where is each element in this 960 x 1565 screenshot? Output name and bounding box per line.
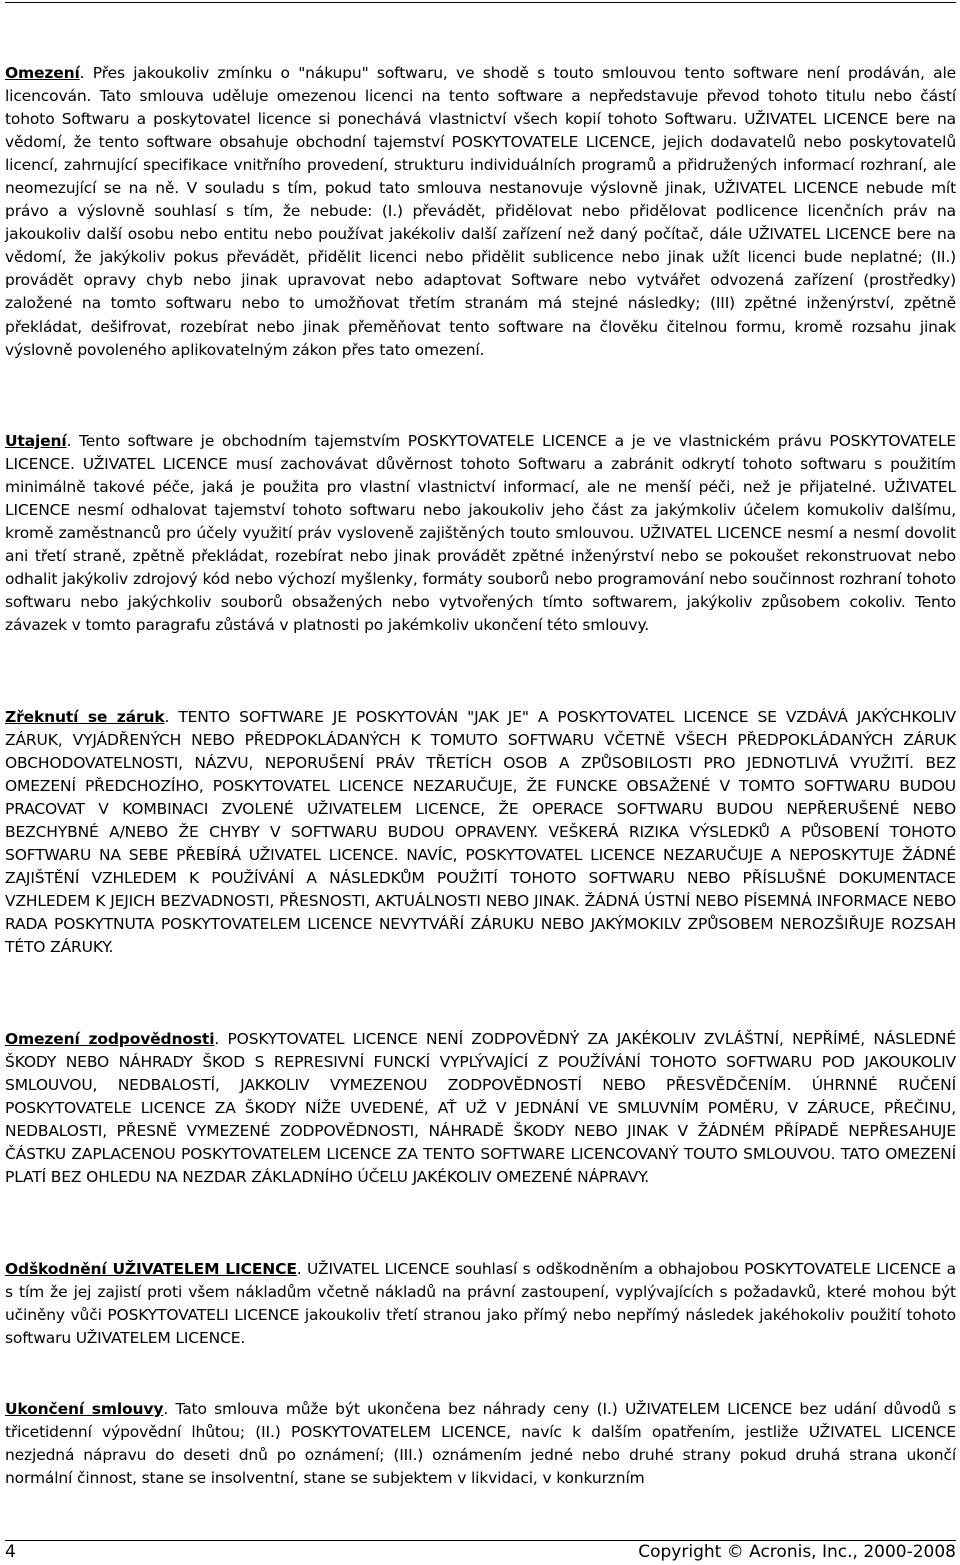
copyright-notice: Copyright © Acronis, Inc., 2000-2008	[638, 1542, 956, 1562]
section-paragraph	[5, 430, 956, 637]
section-heading: Utajení	[5, 432, 67, 450]
section-text: . Tato smlouva může být ukončena bez náhrady ceny (I.) UŽIVATELEM LICENCE bez udání důvodů s třicetidenní výpovědní lhůtou; (II.) POSKYTOVATELEM LICENCE, navíc k dalším opatřením, jestliže UŽIVATEL LICENCE nezjedná nápravu do deseti dnů po oznámení; (III.) oznámením jedné nebo druhé strany pokud druhá strana ukončí normální činnost, stane se insolventní, stane se subjektem v likvidaci, v konkurzním	[5, 1400, 956, 1488]
section-heading: Odškodnění UŽIVATELEM LICENCE	[5, 1260, 297, 1278]
section-paragraph	[5, 1398, 956, 1490]
page-number: 4	[5, 1542, 16, 1562]
top-rule	[5, 2, 956, 3]
section-heading: Omezení	[5, 64, 80, 82]
section-heading: Omezení zodpovědnosti	[5, 1030, 215, 1048]
section-ukonceni-smlouvy	[5, 1398, 956, 1490]
section-text: . UŽIVATEL LICENCE souhlasí s odškodněním a obhajobou POSKYTOVATELE LICENCE a s tím že jej zajistí proti všem nákladům včetně nákladů na právní zastoupení, vyplývajících s požadavků, které mohou být učiněny vůči POSKYTOVATELI LICENCE jakoukoliv třetí stranou jako přímý nebo nepřímý následek jakéhokoliv použití tohoto softwaru UŽIVATELEM LICENCE.	[5, 1260, 956, 1348]
section-omezeni	[5, 62, 956, 362]
section-text: . Přes jakoukoliv zmínku o "nákupu" softwaru, ve shodě s touto smlouvou tento software není prodáván, ale licencován. Tato smlouva uděluje omezenou licenci na tento software a nepředstavuje převod tohoto titulu nebo částí tohoto Softwaru a poskytovatel licence si ponechává vlastnictví všech kopií tohoto Softwaru. UŽIVATEL LICENCE bere na vědomí, že tento software obsahuje obchodní tajemství POSKYTOVATELE LICENCE, jejich dodavatelů nebo poskytovatelů licencí, zahrnující specifikace vnitřního provedení, strukturu individuálních programů a přidružených informací rozhraní, ale neomezující se na ně. V souladu s tím, pokud tato smlouva nestanovuje výslovně jinak, UŽIVATEL LICENCE nebude mít právo a výslovně souhlasí s tím, že nebude: (I.) převádět, přidělovat nebo přidělovat podlicence licenčních práv na jakoukoliv další osobu nebo entitu nebo používat jakékoliv další zařízení než daný počítač, dále UŽIVATEL LICENCE bere na vědomí, že jakýkoliv pokus převádět, přidělit licenci nebo přidělit sublicence nebo jinak užít licenci bude neplatné; (II.) provádět opravy chyb nebo jinak upravovat nebo adaptovat Software nebo vytvářet odvozená zařízení (prostředky) založené na tomto softwaru nebo to umožňovat třetím stranám má stejné následky; (III) zpětné inženýrství, zpětně překládat, dešifrovat, rozebírat nebo jinak přeměňovat tento software na člověku čitelnou formu, kromě rozsahu jinak výslovně povoleného aplikovatelným zákon přes tato omezení.	[5, 64, 956, 359]
section-odskodneni	[5, 1258, 956, 1350]
section-utajeni	[5, 430, 956, 637]
section-text: . POSKYTOVATEL LICENCE NENÍ ZODPOVĚDNÝ ZA JAKÉKOLIV ZVLÁŠTNÍ, NEPŘÍMÉ, NÁSLEDNÉ ŠKODY NEBO NÁHRADY ŠKOD S REPRESIVNÍ FUNCKÍ VYPLÝVAJÍCÍ Z POUŽÍVÁNÍ TOHOTO SOFTWARU POD JAKOUKOLIV SMLOUVOU, NEDBALOSTÍ, JAKKOLIV VYMEZENOU ZODPOVĚDNOSTÍ NEBO PŘESVĚDČENÍM. ÚHRNNÉ RUČENÍ POSKYTOVATELE LICENCE ZA ŠKODY NÍŽE UVEDENÉ, AŤ UŽ V JEDNÁNÍ VE SMLUVNÍM POMĚRU, V ZÁRUCE, PŘEČINU, NEDBALOSTI, PŘESNĚ VYMEZENÉ ZODPOVĚDNOSTI, NÁHRADĚ ŠKODY NEBO JINAK V ŽÁDNÉM PŘÍPADĚ NEPŘESAHUJE ČÁSTKU ZAPLACENOU POSKYTOVATELEM LICENCE ZA TENTO SOFTWARE LICENCOVANÝ TOUTO SMLOUVOU. TATO OMEZENÍ PLATÍ BEZ OHLEDU NA NEZDAR ZÁKLADNÍHO ÚČELU JAKÉKOLIV OMEZENÉ NÁPRAVY.	[5, 1030, 956, 1187]
section-zreknuti-se-zaruk	[5, 706, 956, 960]
section-heading: Ukončení smlouvy	[5, 1400, 164, 1418]
section-paragraph	[5, 62, 956, 362]
section-paragraph	[5, 1028, 956, 1189]
page-footer	[5, 1541, 956, 1563]
section-paragraph	[5, 706, 956, 960]
section-text: . Tento software je obchodním tajemstvím POSKYTOVATELE LICENCE a je ve vlastnickém právu POSKYTOVATELE LICENCE. UŽIVATEL LICENCE musí zachovávat důvěrnost tohoto Softwaru a zabránit odkrytí tohoto softwaru s použitím minimálně takové péče, jaká je použita pro vlastní vlastnictví informací, ale ne menší péči, než je přijatelné. UŽIVATEL LICENCE nesmí odhalovat tajemství tohoto softwaru nebo jakoukoliv jeho část za jakýmkoliv účelem komukoliv dalšímu, kromě zaměstnanců pro účely využití práv vysloveně zajištěných touto smlouvou. UŽIVATEL LICENCE nesmí a nesmí dovolit ani třetí straně, zpětně překládat, rozebírat nebo jinak provádět zpětné inženýrství nebo se pokoušet rekonstruovat nebo odhalit jakýkoliv zdrojový kód nebo výchozí myšlenky, formáty souborů nebo programování nebo součinnost rozhraní tohoto softwaru nebo jakýchkoliv souborů obsažených nebo vytvořených tímto softwarem, jakýkoliv způsobem cokoliv. Tento závazek v tomto paragrafu zůstává v platnosti po jakémkoliv ukončení této smlouvy.	[5, 432, 956, 635]
section-text: . TENTO SOFTWARE JE POSKYTOVÁN "JAK JE" A POSKYTOVATEL LICENCE SE VZDÁVÁ JAKÝCHKOLIV ZÁRUK, VYJÁDŘENÝCH NEBO PŘEDPOKLÁDANÝCH K TOMUTO SOFTWARU VČETNĚ VŠECH PŘEDPOKLÁDANÝCH ZÁRUK OBCHODOVATELNOSTI, NÁZVU, NEPORUŠENÍ PRÁV TŘETÍCH OSOB A ZPŮSOBILOSTI PRO JEDNOTLIVÁ VYUŽITÍ. BEZ OMEZENÍ PŘEDCHOZÍHO, POSKYTOVATEL LICENCE NEZARUČUJE, ŽE FUNCKE OBSAŽENÉ V TOMTO SOFTWARU BUDOU PRACOVAT V KOMBINACI ZVOLENÉ UŽIVATELEM LICENCE, ŽE OPERACE SOFTWARU BUDOU NEPŘERUŠENÉ NEBO BEZCHYBNÉ A/NEBO ŽE CHYBY V SOFTWARU BUDOU OPRAVENY. VEŠKERÁ RIZIKA VÝSLEDKŮ A PŮSOBENÍ TOHOTO SOFTWARU NA SEBE PŘEBÍRÁ UŽIVATEL LICENCE. NAVÍC, POSKYTOVATEL LICENCE NEZARUČUJE A NEPOSKYTUJE ŽÁDNÉ ZAJIŠTĚNÍ VZHLEDEM K POUŽÍVÁNÍ A NÁSLEDKŮM POUŽITÍ TOHOTO SOFTWARU NEBO PŘÍSLUŠNÉ DOKUMENTACE VZHLEDEM K JEJICH BEZVADNOSTI, PŘESNOSTI, AKTUÁLNOSTI NEBO JINAK. ŽÁDNÁ ÚSTNÍ NEBO PÍSEMNÁ INFORMACE NEBO RADA POSKYTNUTA POSKYTOVATELEM LICENCE NEVYTVÁŘÍ ZÁRUKU NEBO JAKÝMOKILV ZPŮSOBEM NEROZŠIŘUJE ROZSAH TÉTO ZÁRUKY.	[5, 708, 956, 957]
section-paragraph	[5, 1258, 956, 1350]
section-heading: Zřeknutí se záruk	[5, 708, 165, 726]
section-omezeni-zodpovednosti	[5, 1028, 956, 1189]
